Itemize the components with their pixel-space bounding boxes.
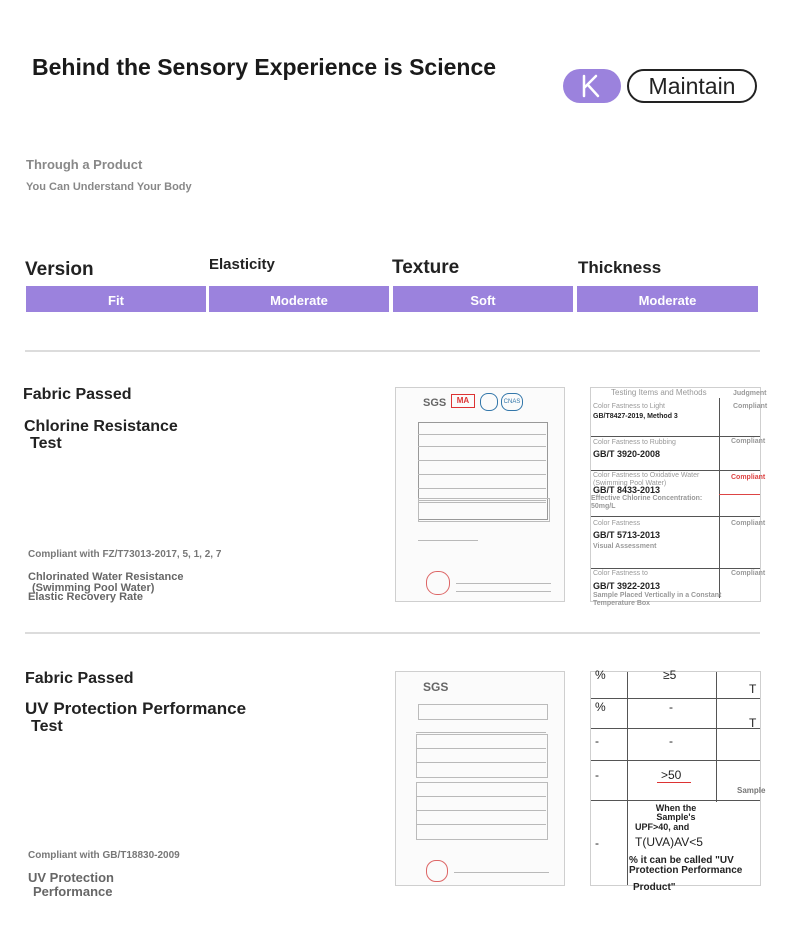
uv-row-2-end: T — [749, 716, 757, 730]
uv-cert-sgs-logo: SGS — [423, 680, 449, 694]
uv-heading-3: Test — [31, 718, 63, 735]
result-row-3-label: Color Fastness to Oxidative Water (Swimming Pool Water) — [593, 472, 700, 487]
result-row-4-extra: Visual Assessment — [593, 543, 657, 550]
result-row-4-judgment: Compliant — [731, 520, 766, 527]
result-row-5-label: Color Fastness to — [593, 570, 648, 577]
result-row-2-label: Color Fastness to Rubbing — [593, 439, 676, 446]
intro-line-1: Through a Product — [26, 157, 143, 172]
uv-row-1-value: ≥5 — [663, 668, 677, 682]
uv-note-d: % it can be called "UV Protection Performance — [629, 855, 743, 876]
divider-2 — [25, 632, 760, 634]
uv-note-a: When the Sample's — [655, 803, 697, 822]
attr-label-elasticity: Elasticity — [209, 256, 275, 273]
uv-note-e: Product" — [633, 882, 676, 893]
chlorine-certificate — [395, 387, 565, 602]
uv-row-4-unit: - — [595, 768, 599, 782]
intro-line-2: You Can Understand Your Body — [26, 181, 192, 193]
chlorine-note-2: (Swimming Pool Water) — [32, 582, 155, 594]
result-row-1-judgment: Compliant — [733, 403, 768, 410]
uv-certificate — [395, 671, 565, 886]
cert-ma-badge: MA — [451, 394, 475, 408]
chlorine-heading-3: Test — [30, 435, 62, 452]
uv-row-4-value: >50 — [661, 768, 682, 782]
results-header-left: Testing Items and Methods — [611, 388, 707, 397]
uv-row-5-unit: - — [595, 836, 599, 850]
result-row-3-method: GB/T 8433-2013 — [593, 485, 661, 495]
uv-results-table — [590, 668, 766, 893]
attr-value-version: Fit — [26, 286, 206, 312]
uv-row-2-unit: % — [595, 700, 606, 714]
result-row-1-method: GB/T8427-2019, Method 3 — [593, 413, 678, 420]
uv-sample-label: Sample — [737, 786, 766, 795]
chlorine-heading-1: Fabric Passed — [23, 386, 132, 403]
cert-stamp-icon — [426, 571, 450, 595]
result-row-3-extra: Effective Chlorine Concentration: 50mg/L — [591, 495, 703, 510]
attr-label-version: Version — [25, 259, 94, 280]
uv-row-2-value: - — [669, 700, 673, 714]
cert-cnas-badge: CNAS — [501, 393, 523, 411]
result-row-5-judgment: Compliant — [731, 570, 766, 577]
result-row-1-label: Color Fastness to Light — [593, 403, 665, 410]
attr-value-texture: Soft — [393, 286, 573, 312]
result-row-5-method: GB/T 3922-2013 — [593, 581, 661, 591]
uv-note-2: Performance — [33, 884, 113, 899]
uv-row-1-unit: % — [595, 668, 606, 682]
result-row-2-judgment: Compliant — [731, 438, 766, 445]
result-row-4-label: Color Fastness — [593, 520, 641, 527]
cert-seal-icon — [480, 393, 498, 411]
chlorine-heading-2: Chlorine Resistance — [24, 418, 178, 435]
brand-name: Maintain — [627, 69, 757, 103]
chlorine-results-table — [590, 387, 768, 607]
result-row-4-method: GB/T 5713-2013 — [593, 530, 661, 540]
result-row-5-extra: Sample Placed Vertically in a Constant Temperature Box — [593, 592, 722, 607]
page-title: Behind the Sensory Experience is Science — [32, 54, 497, 80]
brand-logo-icon — [563, 69, 621, 103]
uv-cert-stamp-icon — [426, 860, 448, 882]
chlorine-compliance: Compliant with FZ/T73013-2017, 5, 1, 2, 7 — [28, 549, 222, 560]
uv-compliance: Compliant with GB/T18830-2009 — [28, 850, 180, 861]
result-row-2-method: GB/T 3920-2008 — [593, 449, 661, 459]
uv-note-1: UV Protection — [28, 870, 114, 885]
uv-heading-1: Fabric Passed — [25, 670, 134, 687]
attr-label-texture: Texture — [392, 257, 460, 278]
attr-value-elasticity: Moderate — [209, 286, 389, 312]
chlorine-note-3: Elastic Recovery Rate — [28, 591, 143, 603]
chlorine-note-1: Chlorinated Water Resistance — [28, 571, 184, 583]
cert-sgs-logo: SGS — [423, 397, 447, 409]
divider-1 — [25, 350, 760, 352]
uv-note-c: T(UVA)AV<5 — [635, 835, 703, 849]
results-header-right: Judgment — [733, 390, 767, 397]
uv-row-1-end: T — [749, 682, 757, 696]
uv-row-3-unit: - — [595, 734, 599, 748]
result-row-3-judgment: Compliant — [731, 474, 766, 481]
uv-note-b: UPF>40, and — [635, 822, 690, 832]
attr-label-thickness: Thickness — [578, 258, 662, 277]
uv-heading-2: UV Protection Performance — [25, 699, 247, 718]
uv-row-3-value: - — [669, 734, 673, 748]
attr-value-thickness: Moderate — [577, 286, 758, 312]
